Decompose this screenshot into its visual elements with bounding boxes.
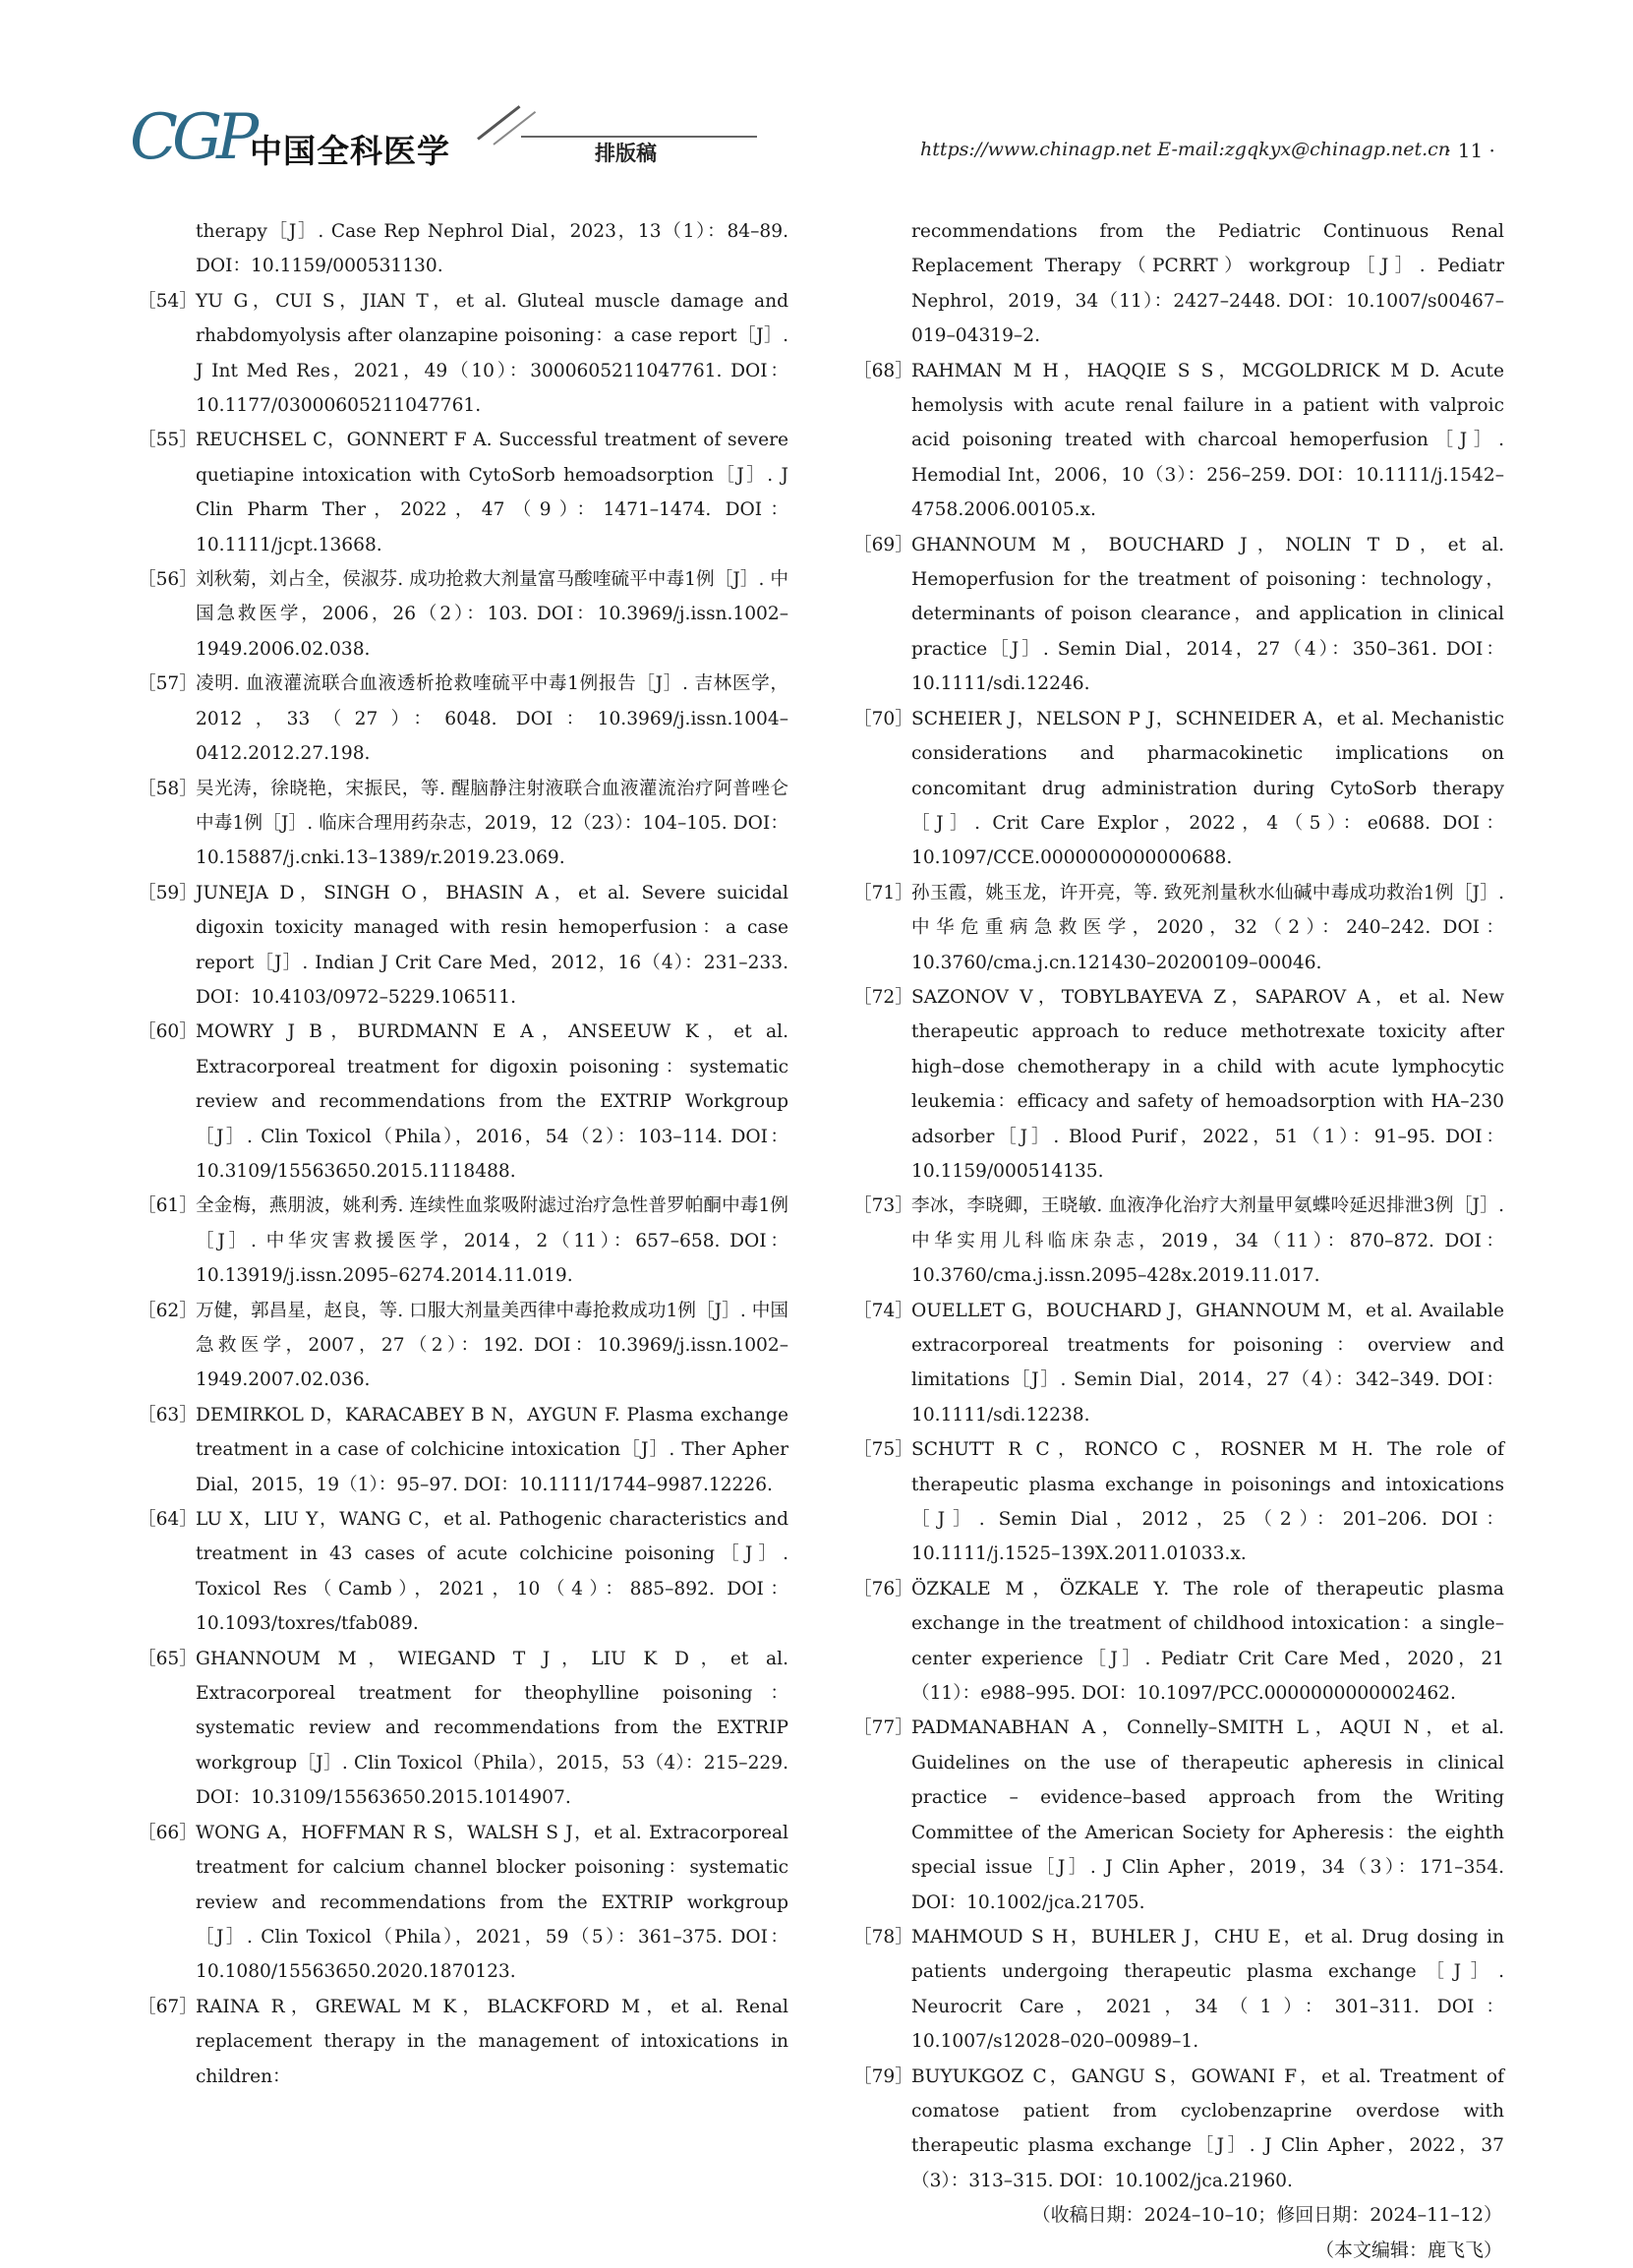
reference-number: ［61］ — [138, 1195, 198, 1217]
reference-number: ［62］ — [138, 1300, 198, 1321]
reference-number: ［64］ — [138, 1509, 198, 1531]
reference-item — [138, 284, 788, 424]
reference-continuation: recommendations from the Pediatric Continuous Renal Replacement Therapy（PCRRT）workgroup［J］. Pediatr Nephrol，2019，34（11）：2427–2448. DOI：10.1007/s00467–019–04319–2. — [911, 221, 1504, 347]
reference-number: ［67］ — [138, 1996, 198, 2017]
reference-text: 李冰，李晓卿，王晓敏. 血液净化治疗大剂量甲氨蝶呤延迟排泄3例［J］. 中华实用儿科临床杂志，2019，34（11）：870–872. DOI：10.3760/cma.j.issn.2095–428x.2019.11.017. — [911, 1195, 1504, 1287]
reference-item — [853, 1189, 1504, 1293]
reference-number: ［54］ — [138, 290, 198, 312]
journal-logo — [130, 101, 454, 177]
reference-number: ［59］ — [138, 882, 198, 903]
received-dates: （收稿日期：2024–10–10；修回日期：2024–11–12） — [1031, 2204, 1502, 2227]
reference-text: SCHEIER J，NELSON P J，SCHNEIDER A，et al. Mechanistic considerations and pharmacokinetic implications on concomitant drug administration during CytoSorb therapy［J］. Crit Care Explor，2022，4（5）：e0688. DOI：10.1097/CCE.0000000000000688. — [911, 708, 1504, 869]
reference-item — [138, 562, 788, 667]
reference-number: ［79］ — [853, 2065, 913, 2087]
reference-item — [138, 1502, 788, 1642]
reference-text: 吴光涛，徐晓艳，宋振民，等. 醒脑静注射液联合血液灌流治疗阿普唑仑中毒1例［J］. 临床合理用药杂志，2019，12（23）：104–105. DOI：10.15887/j.cnki.13–1389/r.2019.23.069. — [196, 778, 788, 869]
header-slash-decoration — [477, 105, 520, 141]
reference-item — [853, 1572, 1504, 1712]
reference-number: ［60］ — [138, 1021, 198, 1043]
page-header — [0, 0, 1633, 187]
reference-number: ［68］ — [853, 360, 913, 381]
reference-number: ［76］ — [853, 1578, 913, 1599]
reference-text: DEMIRKOL D，KARACABEY B N，AYGUN F. Plasma exchange treatment in a case of colchicine intoxication［J］. Ther Apher Dial，2015，19（1）：95–97. DOI：10.1111/1744–9987.12226. — [196, 1404, 788, 1495]
journal-name: 中国全科医学 — [250, 132, 450, 170]
reference-text: WONG A，HOFFMAN R S，WALSH S J，et al. Extracorporeal treatment for calcium channel blocker poisoning：systematic review and recommendations from the EXTRIP workgroup［J］. Clin Toxicol（Phila），2021，59（5）：361–375. DOI：10.1080/15563650.2020.1870123. — [196, 1822, 788, 1983]
reference-list-left — [138, 284, 788, 2094]
reference-text: MAHMOUD S H，BUHLER J，CHU E，et al. Drug dosing in patients undergoing therapeutic plasma exchange［J］. Neurocrit Care，2021，34（1）：301–311. DOI：10.1007/s12028–020–00989–1. — [911, 1926, 1504, 2053]
reference-number: ［71］ — [853, 882, 913, 903]
reference-item — [853, 1920, 1504, 2060]
reference-text: ÖZKALE M，ÖZKALE Y. The role of therapeutic plasma exchange in the treatment of childhood intoxication：a single–center experience［J］. Pediatr Crit Care Med，2020，21（11）：e988–995. DOI：10.1097/PCC.0000000000002462. — [911, 1578, 1504, 1705]
reference-continuation: therapy［J］. Case Rep Nephrol Dial，2023，13（1）：84–89. DOI：10.1159/000531130. — [196, 221, 788, 277]
reference-number: ［72］ — [853, 986, 913, 1008]
reference-item — [138, 1816, 788, 1990]
reference-text: PADMANABHAN A，Connelly–SMITH L，AQUI N，et al. Guidelines on the use of therapeutic apheresis in clinical practice – evidence–based approach from the Writing Committee of the American Society for Apheresis：the eighth special issue［J］. J Clin Apher，2019，34（3）：171–354. DOI：10.1002/jca.21705. — [911, 1717, 1504, 1913]
page-number: · 11 · — [1445, 139, 1495, 162]
reference-number: ［65］ — [138, 1648, 198, 1669]
typesetting-badge: 排版稿 — [595, 142, 657, 165]
reference-number: ［63］ — [138, 1404, 198, 1425]
reference-text: RAINA R，GREWAL M K，BLACKFORD M，et al. Renal replacement therapy in the management of intoxications in children： — [196, 1996, 788, 2087]
reference-number: ［70］ — [853, 708, 913, 729]
header-slash-decoration-2 — [493, 111, 536, 145]
reference-item — [138, 876, 788, 1016]
editor-note: （本文编辑：鹿飞飞） — [1314, 2239, 1502, 2261]
website-email: https://www.chinagp.net E-mail:zgqkyx@chinagp.net.cn — [920, 139, 1450, 160]
logo-cgp-mark: CGP — [130, 101, 254, 174]
reference-number: ［69］ — [853, 534, 913, 555]
reference-item — [138, 667, 788, 771]
reference-item — [138, 1189, 788, 1293]
reference-number: ［57］ — [138, 673, 198, 695]
reference-number: ［56］ — [138, 569, 198, 591]
reference-number: ［55］ — [138, 430, 198, 451]
reference-number: ［74］ — [853, 1300, 913, 1321]
reference-number: ［58］ — [138, 778, 198, 799]
reference-item — [853, 702, 1504, 876]
reference-text: OUELLET G，BOUCHARD J，GHANNOUM M，et al. Available extracorporeal treatments for poisoning：overview and limitations［J］. Semin Dial，2014，27（4）：342–349. DOI：10.1111/sdi.12238. — [911, 1300, 1504, 1425]
reference-item — [138, 423, 788, 562]
reference-item — [853, 980, 1504, 1189]
reference-text: 全金梅，燕朋波，姚利秀. 连续性血浆吸附滤过治疗急性普罗帕酮中毒1例［J］. 中华灾害救援医学，2014，2（11）：657–658. DOI：10.13919/j.issn.2095–6274.2014.11.019. — [196, 1195, 788, 1287]
reference-item — [138, 1294, 788, 1398]
reference-text: 刘秋菊，刘占全，侯淑芬. 成功抢救大剂量富马酸喹硫平中毒1例［J］. 中国急救医学，2006，26（2）：103. DOI：10.3969/j.issn.1002–1949.2006.02.038. — [196, 569, 788, 660]
reference-number: ［77］ — [853, 1717, 913, 1739]
reference-item — [138, 1642, 788, 1816]
reference-text: 凌明. 血液灌流联合血液透析抢救喹硫平中毒1例报告［J］. 吉林医学，2012，33（27）：6048. DOI：10.3969/j.issn.1004–0412.2012.27.198. — [196, 673, 788, 765]
reference-item — [853, 876, 1504, 980]
reference-text: 万健，郭昌星，赵良，等. 口服大剂量美西律中毒抢救成功1例［J］. 中国急救医学，2007，27（2）：192. DOI：10.3969/j.issn.1002–1949.2007.02.036. — [196, 1300, 788, 1391]
reference-number: ［73］ — [853, 1195, 913, 1217]
reference-text: YU G，CUI S，JIAN T，et al. Gluteal muscle damage and rhabdomyolysis after olanzapine poisoning：a case report［J］. J Int Med Res，2021，49（10）：3000605211047761. DOI：10.1177/03000605211047761. — [196, 290, 788, 417]
reference-text: LU X，LIU Y，WANG C，et al. Pathogenic characteristics and treatment in 43 cases of acute colchicine poisoning［J］. Toxicol Res（Camb），2021，10（4）：885–892. DOI：10.1093/toxres/tfab089. — [196, 1509, 788, 1635]
reference-number: ［66］ — [138, 1822, 198, 1843]
reference-number: ［78］ — [853, 1926, 913, 1948]
reference-item — [853, 528, 1504, 702]
reference-list-right — [853, 354, 1504, 2199]
reference-number: ［75］ — [853, 1439, 913, 1461]
reference-text: BUYUKGOZ C，GANGU S，GOWANI F，et al. Treatment of comatose patient from cyclobenzaprine overdose with therapeutic plasma exchange［J］. J Clin Apher，2022，37（3）：313–315. DOI：10.1002/jca.21960. — [911, 2065, 1504, 2191]
left-column — [138, 214, 788, 2094]
reference-text: 孙玉霞，姚玉龙，许开亮，等. 致死剂量秋水仙碱中毒成功救治1例［J］. 中华危重病急救医学，2020，32（2）：240–242. DOI：10.3760/cma.j.cn.121430–20200109–00046. — [911, 882, 1504, 973]
reference-text: JUNEJA D，SINGH O，BHASIN A，et al. Severe suicidal digoxin toxicity managed with resin hemoperfusion：a case report［J］. Indian J Crit Care Med，2012，16（4）：231–233. DOI：10.4103/0972–5229.106511. — [196, 882, 788, 1008]
reference-item — [138, 1015, 788, 1189]
reference-item — [853, 354, 1504, 528]
reference-text: SAZONOV V，TOBYLBAYEVA Z，SAPAROV A，et al. New therapeutic approach to reduce methotrexate toxicity after high–dose chemotherapy in a child with acute lymphocytic leukemia：efficacy and safety of hemoadsorption with HA–230 adsorber［J］. Blood Purif，2022，51（1）：91–95. DOI：10.1159/000514135. — [911, 986, 1504, 1182]
reference-item — [853, 1711, 1504, 1919]
reference-text: RAHMAN M H，HAQQIE S S，MCGOLDRICK M D. Acute hemolysis with acute renal failure in a patient with valproic acid poisoning treated with charcoal hemoperfusion［J］. Hemodial Int，2006，10（3）：256–259. DOI：10.1111/j.1542–4758.2006.00105.x. — [911, 360, 1504, 521]
reference-item — [853, 1432, 1504, 1572]
reference-item — [138, 1990, 788, 2094]
reference-text: GHANNOUM M，BOUCHARD J，NOLIN T D，et al. Hemoperfusion for the treatment of poisoning：technology，determinants of poison clearance，and application in clinical practice［J］. Semin Dial，2014，27（4）：350–361. DOI：10.1111/sdi.12246. — [911, 534, 1504, 695]
reference-text: GHANNOUM M，WIEGAND T J，LIU K D，et al. Extracorporeal treatment for theophylline poisoning：systematic review and recommendations from the EXTRIP workgroup［J］. Clin Toxicol（Phila），2015，53（4）：215–229. DOI：10.3109/15563650.2015.1014907. — [196, 1648, 788, 1809]
reference-item — [853, 1294, 1504, 1433]
right-column — [853, 214, 1504, 2268]
reference-item — [138, 772, 788, 876]
reference-text: MOWRY J B，BURDMANN E A，ANSEEUW K，et al. Extracorporeal treatment for digoxin poisoning：systematic review and recommendations from the EXTRIP Workgroup［J］. Clin Toxicol（Phila），2016，54（2）：103–114. DOI：10.3109/15563650.2015.1118488. — [196, 1021, 788, 1182]
reference-item — [853, 2060, 1504, 2199]
reference-text: REUCHSEL C，GONNERT F A. Successful treatment of severe quetiapine intoxication with CytoSorb hemoadsorption［J］. J Clin Pharm Ther，2022，47（9）：1471–1474. DOI：10.1111/jcpt.13668. — [196, 430, 788, 555]
reference-text: SCHUTT R C，RONCO C，ROSNER M H. The role of therapeutic plasma exchange in poisonings and intoxications［J］. Semin Dial，2012，25（2）：201–206. DOI：10.1111/j.1525–139X.2011.01033.x. — [911, 1439, 1504, 1565]
reference-item — [138, 1398, 788, 1502]
